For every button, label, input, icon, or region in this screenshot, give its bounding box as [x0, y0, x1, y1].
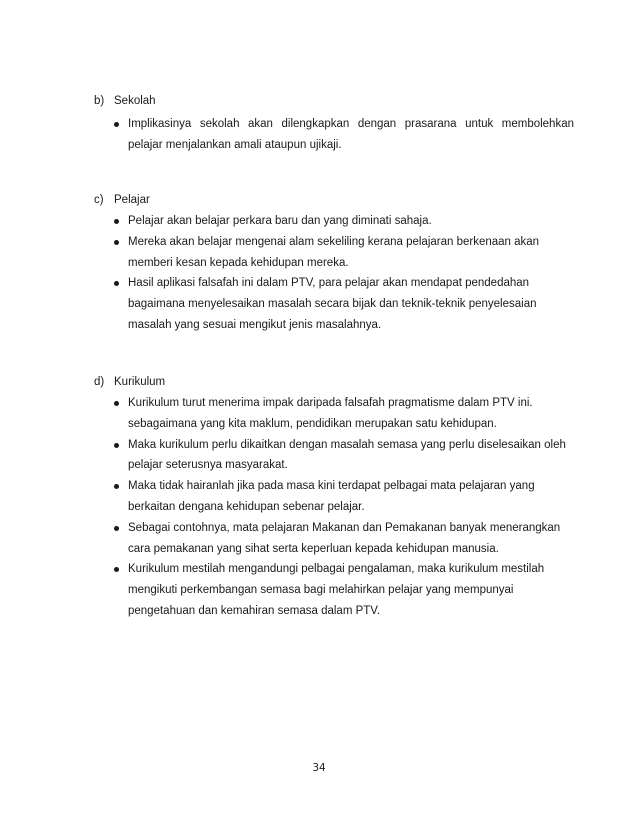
list-item-text: Hasil aplikasi falsafah ini dalam PTV, para pelajar akan mendapat pendedahan bagaimana menyelesaikan masalah secara bijak dan teknik-teknik penyelesaian masalah yang sesuai mengikut jenis masalahnya.: [128, 277, 537, 331]
list-item: [94, 211, 574, 232]
list-item: [94, 114, 574, 156]
list-item-text: Kurikulum mestilah mengandungi pelbagai pengalaman, maka kurikulum mestilah mengikuti perkembangan semasa bagi melahirkan pelajar yang mempunyai pengetahuan dan kemahiran semasa dalam PTV.: [128, 563, 545, 617]
bullet-icon: [114, 219, 119, 224]
list-item-text: Implikasinya sekolah akan dilengkapkan dengan prasarana untuk membolehkan pelajar menjalankan amali ataupun ujikaji.: [128, 118, 574, 151]
bullet-icon: [114, 281, 119, 286]
section-letter: b): [94, 95, 105, 107]
list-item-text: Pelajar akan belajar perkara baru dan yang diminati sahaja.: [128, 215, 432, 227]
list-item: [94, 518, 574, 560]
bullet-list: [94, 211, 574, 336]
list-item: [94, 435, 574, 477]
list-item-text: Sebagai contohnya, mata pelajaran Makanan dan Pemakanan banyak menerangkan cara pemakanan yang sihat serta keperluan kepada kehidupan manusia.: [128, 521, 561, 555]
list-item: [94, 476, 574, 518]
bullet-icon: [114, 526, 119, 531]
list-item-text: Maka tidak hairanlah jika pada masa kini terdapat pelbagai mata pelajaran yang berkaitan dengana kehidupan sebenar pelajar.: [128, 480, 535, 513]
section-letter: c): [94, 194, 104, 206]
section-sekolah: [94, 91, 574, 156]
list-item: [94, 273, 574, 335]
section-kurikulum: [94, 372, 574, 622]
section-heading: [94, 372, 574, 392]
section-pelajar: [94, 190, 574, 336]
list-item-text: Mereka akan belajar mengenai alam sekeliling kerana pelajaran berkenaan akan memberi kesan kepada kehidupan mereka.: [128, 235, 540, 269]
section-title: Sekolah: [114, 95, 156, 107]
bullet-list: [94, 114, 574, 156]
section-heading: [94, 91, 574, 111]
list-item: [94, 232, 574, 274]
section-title: Kurikulum: [114, 376, 166, 388]
list-item-text: Maka kurikulum perlu dikaitkan dengan masalah semasa yang perlu diselesaikan oleh pelajar seterusnya masyarakat.: [128, 438, 566, 472]
list-item-text: Kurikulum turut menerima impak daripada falsafah pragmatisme dalam PTV ini. sebagaimana yang kita maklum, pendidikan merupakan satu kehidupan.: [128, 397, 533, 430]
page-number: 34: [312, 762, 326, 774]
section-heading: [94, 190, 574, 210]
section-title: Pelajar: [114, 194, 150, 206]
list-item: [94, 559, 574, 621]
bullet-icon: [114, 567, 119, 572]
bullet-icon: [114, 401, 119, 406]
bullet-icon: [114, 443, 119, 448]
list-item: [94, 393, 574, 435]
bullet-icon: [114, 240, 119, 245]
bullet-list: [94, 393, 574, 622]
bullet-icon: [114, 122, 119, 127]
section-letter: d): [94, 376, 105, 388]
bullet-icon: [114, 484, 119, 489]
